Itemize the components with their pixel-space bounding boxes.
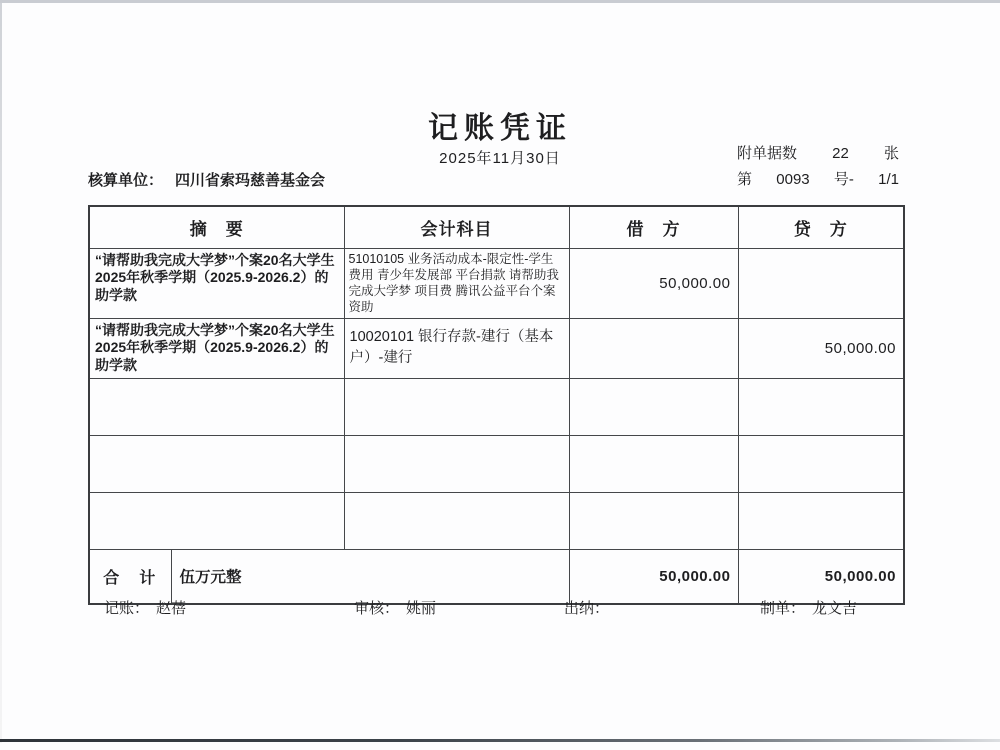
cashier-label: 出纳： (564, 600, 610, 617)
voucher-number-line (737, 167, 899, 193)
accounting-unit-line (88, 169, 325, 190)
account-cell (344, 379, 569, 436)
attachment-label: 附单据数 (737, 145, 798, 162)
voucher-date: 2025年11月30日 (439, 150, 561, 167)
voucher-no-page: 1/1 (878, 171, 899, 188)
total-label: 合 计 (89, 550, 171, 604)
account-cell (344, 493, 569, 550)
summary-cell (89, 379, 344, 436)
account-cell: 51010105 业务活动成本-限定性-学生费用 青少年发展部 平台捐款 请帮助我完成大学梦 项目费 腾讯公益平台个案资助 (344, 248, 569, 318)
scan-bottom-edge (0, 739, 1000, 742)
preparer-label: 制单： (760, 600, 806, 617)
summary-cell: “请帮助我完成大学梦”个案20名大学生2025年秋季学期（2025.9-2026.2）的助学款 (89, 248, 344, 318)
preparer-signature (760, 597, 857, 618)
accounting-unit-value: 四川省索玛慈善基金会 (175, 172, 326, 189)
summary-cell (89, 493, 344, 550)
reviewer-name: 姚丽 (406, 600, 437, 617)
preparer-name: 龙文吉 (812, 600, 858, 617)
signature-row (88, 597, 903, 623)
scan-top-edge (0, 0, 1000, 3)
voucher-table (88, 205, 905, 605)
accounting-unit-label: 核算单位： (88, 172, 164, 189)
attachment-count-line (737, 141, 899, 167)
table-header-row (89, 206, 904, 248)
debit-cell (569, 436, 738, 493)
bookkeeper-name: 赵蓓 (156, 600, 187, 617)
credit-cell (738, 248, 904, 318)
credit-cell: 50,000.00 (738, 318, 904, 379)
table-row (89, 493, 904, 550)
header-credit: 贷 方 (738, 206, 904, 248)
voucher-no-number: 0093 (776, 171, 810, 188)
table-row (89, 436, 904, 493)
bookkeeper-label: 记账： (104, 600, 150, 617)
total-debit: 50,000.00 (569, 550, 738, 604)
cashier-signature (564, 597, 616, 618)
credit-cell (738, 436, 904, 493)
voucher-no-prefix: 第 (737, 171, 753, 188)
attachment-unit: 张 (883, 145, 899, 162)
total-credit: 50,000.00 (738, 550, 904, 604)
table-row (89, 248, 904, 318)
total-amount-in-words: 伍万元整 (171, 550, 569, 604)
reviewer-signature (354, 597, 436, 618)
debit-cell (569, 493, 738, 550)
credit-cell (738, 493, 904, 550)
debit-cell: 50,000.00 (569, 248, 738, 318)
header-summary: 摘 要 (89, 206, 344, 248)
header-account: 会计科目 (344, 206, 569, 248)
page-title: 记账凭证 (428, 112, 572, 145)
debit-cell (569, 379, 738, 436)
account-cell: 10020101 银行存款-建行（基本户）-建行 (344, 318, 569, 379)
credit-cell (738, 379, 904, 436)
debit-cell (569, 318, 738, 379)
summary-cell (89, 436, 344, 493)
account-cell (344, 436, 569, 493)
bookkeeper-signature (104, 597, 186, 618)
summary-cell: “请帮助我完成大学梦”个案20名大学生2025年秋季学期（2025.9-2026.2）的助学款 (89, 318, 344, 379)
table-row (89, 318, 904, 379)
table-row (89, 379, 904, 436)
voucher-no-suffix: 号- (833, 171, 854, 188)
reviewer-label: 审核： (354, 600, 400, 617)
attachment-count: 22 (832, 145, 849, 162)
reference-block (737, 141, 899, 193)
header-debit: 借 方 (569, 206, 738, 248)
total-row (89, 550, 904, 604)
